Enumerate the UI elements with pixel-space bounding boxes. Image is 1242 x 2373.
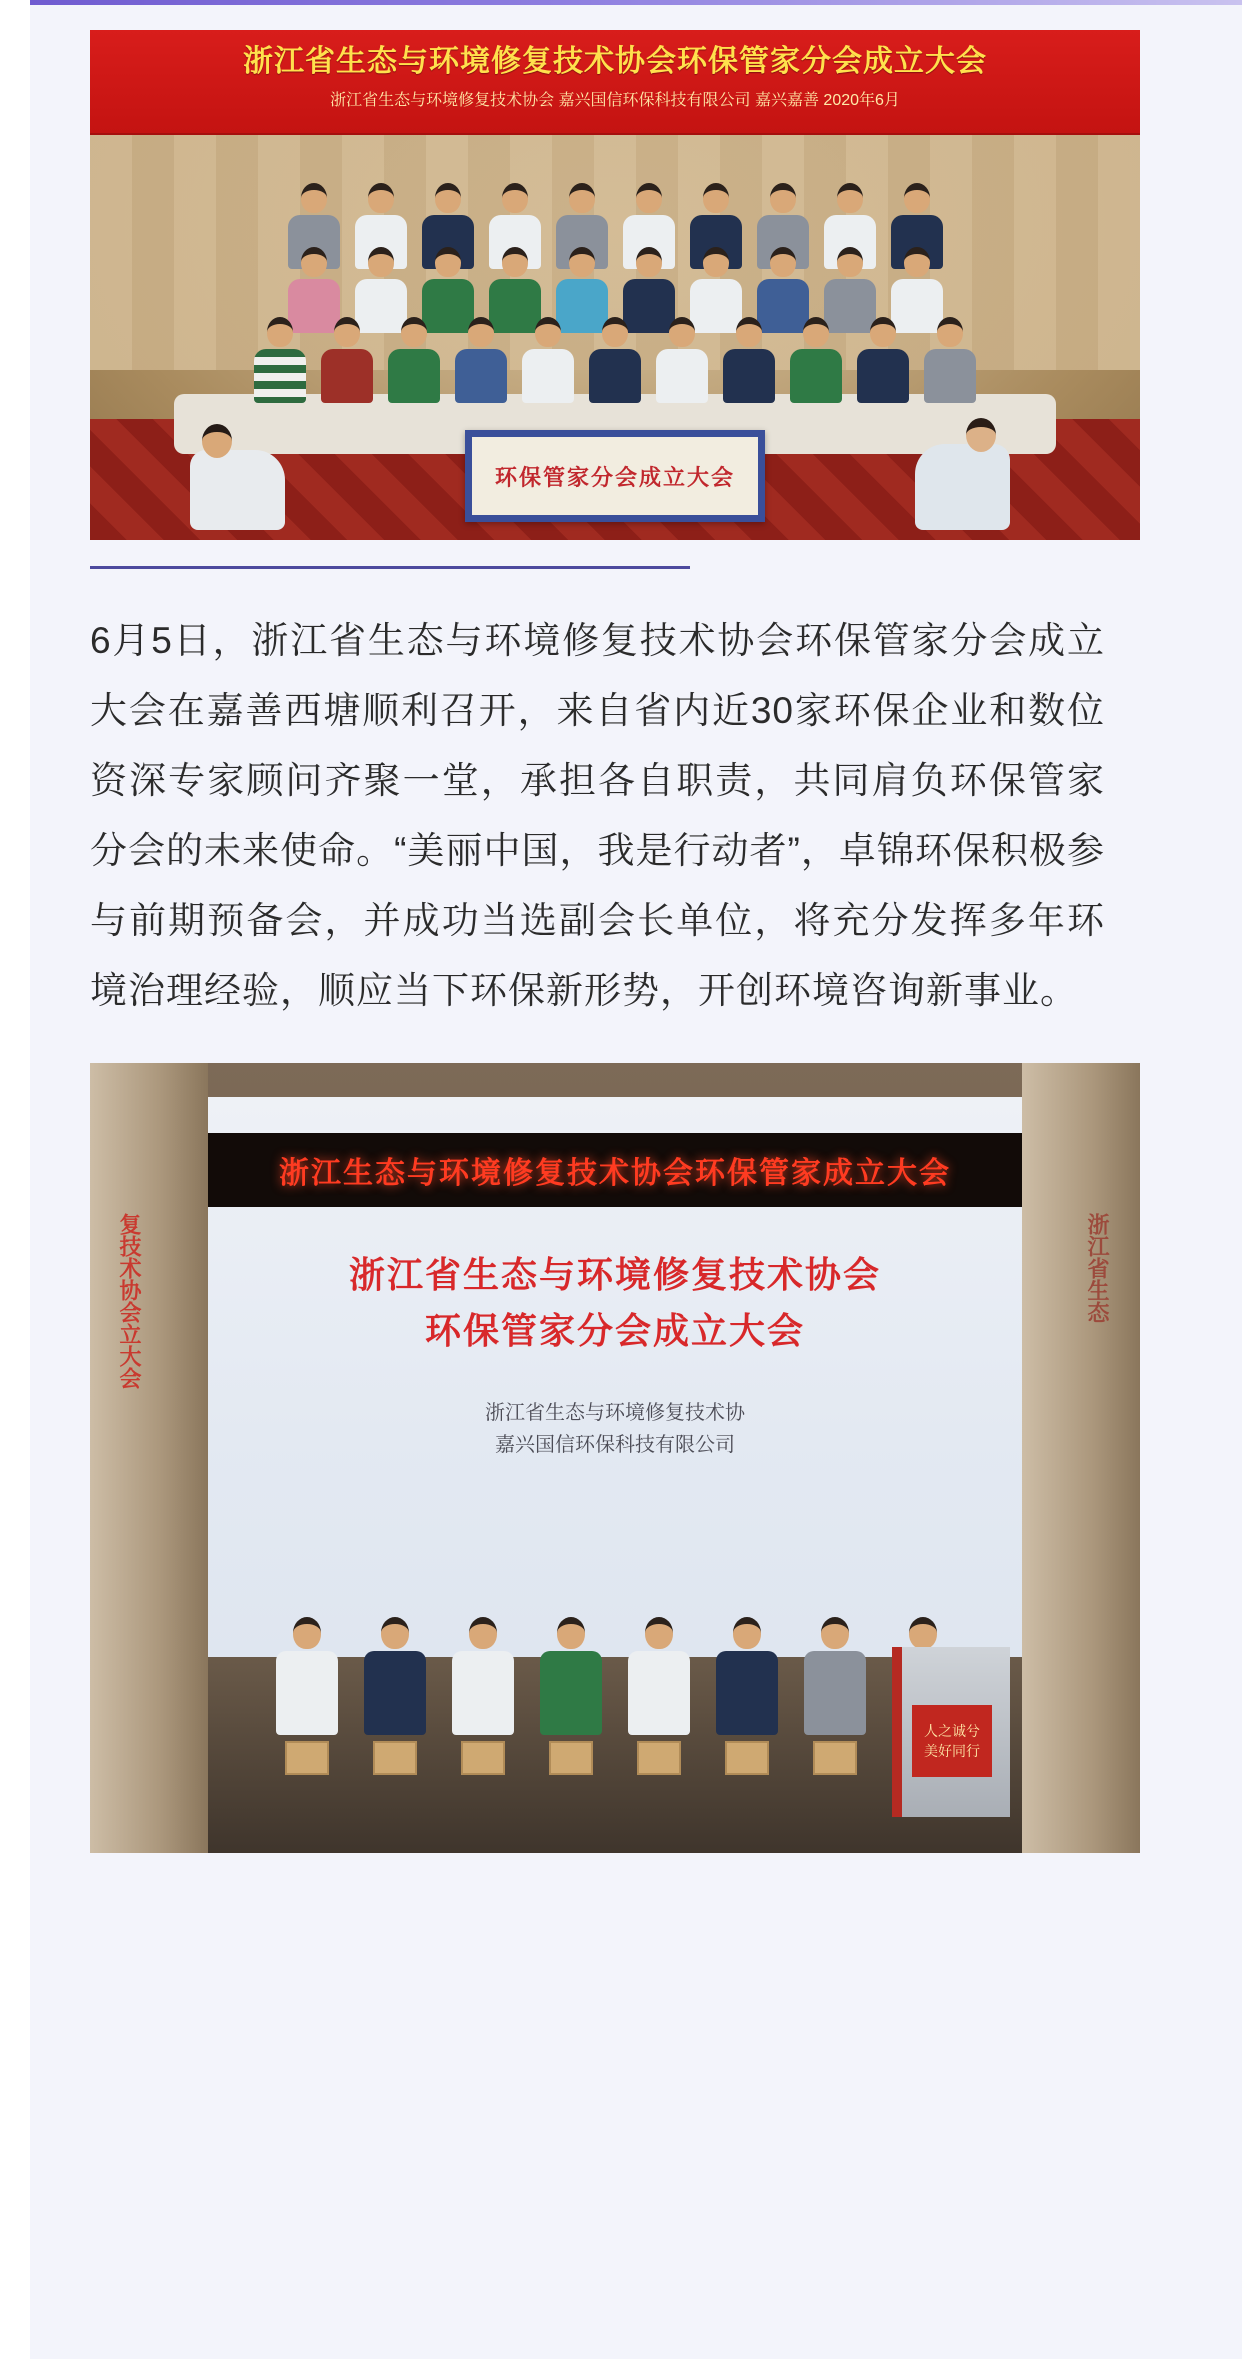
award-plaque (285, 1741, 329, 1775)
bottom-white-strip (30, 2359, 1242, 2373)
side-banner-right-text: 浙江省生态 (1085, 1213, 1110, 1323)
person (787, 317, 845, 403)
speaker-podium (892, 1647, 1010, 1817)
award-plaque (813, 1741, 857, 1775)
event-banner-subtitle: 浙江省生态与环境修复技术协会 嘉兴国信环保科技有限公司 嘉兴嘉善 2020年6月 (330, 92, 900, 109)
group-photo-card (90, 30, 1140, 540)
person (385, 317, 443, 403)
award-plaque (373, 1741, 417, 1775)
person (358, 1617, 432, 1775)
person (519, 317, 577, 403)
screen-subtitle-line-1: 浙江省生态与环境修复技术协 (485, 1402, 745, 1424)
person (720, 317, 778, 403)
award-plaque (725, 1741, 769, 1775)
person (318, 317, 376, 403)
screen-title-line-2: 环保管家分会成立大会 (424, 1310, 805, 1351)
ceremony-photo (90, 1063, 1140, 1853)
group-photo-image (90, 135, 1140, 540)
section-divider (90, 566, 690, 569)
signature-scroll (465, 430, 765, 522)
person (622, 1617, 696, 1775)
event-banner-title: 浙江省生态与环境修复技术协会环保管家分会成立大会 (243, 45, 987, 78)
podium-slogan: 人之诚兮 美好同行 (912, 1705, 992, 1777)
stage-led-screen (208, 1097, 1022, 1657)
article-body-text: 6月5日，浙江省生态与环境修复技术协会环保管家分会成立大会在嘉善西塘顺利召开，来自省内近30家环保企业和数位资深专家顾问齐聚一堂，承担各自职责，共同肩负环保管家分会的未来使命。“美丽中国，我是行动者”，卓锦环保积极参与前期预备会，并成功当选副会长单位，将充分发挥多年环境治理经验，顺应当下环保新形势，开创环境咨询新事业。 (90, 620, 1105, 1011)
person (586, 317, 644, 403)
person (446, 1617, 520, 1775)
led-scroll-text: 浙江生态与环境修复技术协会环保管家成立大会 (279, 1157, 951, 1190)
led-scroll-banner (208, 1133, 1022, 1207)
kneeling-person-right (900, 390, 1020, 530)
kneeling-person-left (180, 390, 300, 530)
person (452, 317, 510, 403)
award-plaque (461, 1741, 505, 1775)
signature-scroll-text: 环保管家分会成立大会 (494, 464, 735, 490)
person (534, 1617, 608, 1775)
screen-title-line-1: 浙江省生态与环境修复技术协会 (348, 1254, 881, 1295)
left-white-rail (0, 0, 30, 2373)
article-content (30, 0, 1242, 1853)
award-plaque (549, 1741, 593, 1775)
person (710, 1617, 784, 1775)
screen-subtitle (208, 1397, 1022, 1461)
event-banner (90, 30, 1140, 135)
award-plaque (637, 1741, 681, 1775)
screen-title (208, 1247, 1022, 1359)
person (270, 1617, 344, 1775)
screen-subtitle-line-2: 嘉兴国信环保科技有限公司 (495, 1434, 735, 1456)
person (653, 317, 711, 403)
person (798, 1617, 872, 1775)
side-banner-left-text: 复技术协会立大会 (117, 1213, 142, 1389)
